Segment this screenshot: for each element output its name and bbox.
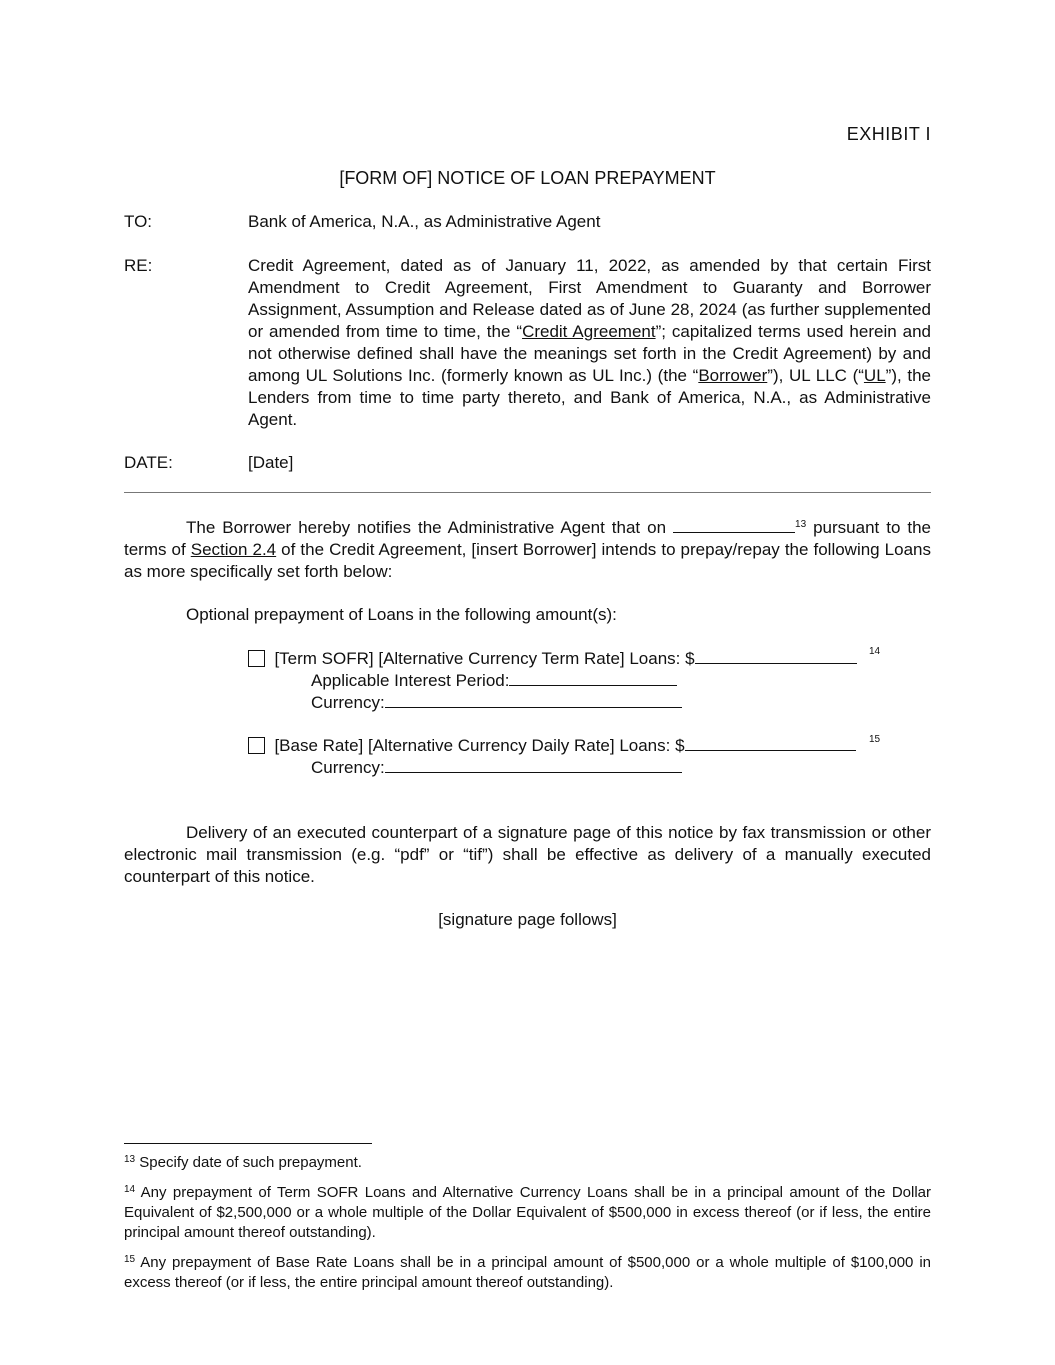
- base-rate-label: [Base Rate] [Alternative Currency Daily Rate] Loans: $: [274, 736, 685, 755]
- term-currency-label: Currency:: [311, 693, 385, 712]
- re-text-part: ”), UL LLC (“: [767, 366, 864, 385]
- date-label: DATE:: [124, 453, 173, 472]
- base-rate-amount-blank[interactable]: [685, 735, 856, 751]
- re-text-part: ”), the Lenders from time to time party thereto, and Bank of America, N.A., as Administrative Agent.: [248, 366, 931, 429]
- to-label: TO:: [124, 212, 153, 231]
- notice-text-part: of the Credit Agreement, [insert Borrower] intends to prepay/repay the following Loans as more specifically set forth below:: [124, 540, 931, 581]
- notice-paragraph: [124, 517, 931, 583]
- term-sofr-label: [Term SOFR] [Alternative Currency Term Rate] Loans: $: [274, 649, 695, 668]
- delivery-paragraph: Delivery of an executed counterpart of a signature page of this notice by fax transmission or other electronic mail transmission (e.g. “pdf” or “tif”) shall be effective as delivery of a manually executed counterpart of this notice.: [124, 823, 931, 886]
- defined-term-borrower: Borrower: [698, 366, 768, 385]
- section-divider: [124, 492, 931, 493]
- prepayment-date-blank[interactable]: [673, 517, 795, 533]
- footnote-number: 13: [124, 1154, 136, 1165]
- option-base-rate: [248, 735, 856, 757]
- base-currency-line: [311, 757, 682, 779]
- footnote-number: 15: [124, 1254, 136, 1265]
- re-text-part: ”; capitalized terms used herein and not otherwise defined shall have the meanings set forth in the Credit Agreement) by and among UL Solutions Inc. (formerly known as UL Inc.) (the “: [248, 322, 932, 385]
- re-text-part: Credit Agreement, dated as of January 11, 2022, as amended by that certain First Amendment to Credit Agreement, First Amendment to Guaranty and Borrower Assignment, Assumption and Release dated as of June 28, 2024 (as further supplemented or amended from time to time, the “: [248, 256, 931, 341]
- interest-period-line: [311, 670, 677, 692]
- signature-page-follows: [signature page follows]: [438, 910, 617, 929]
- footnote-separator: [124, 1143, 372, 1144]
- re-label: RE:: [124, 256, 153, 275]
- footnote-ref-13: 13: [795, 519, 807, 530]
- defined-term-credit-agreement: Credit Agreement: [522, 322, 656, 341]
- footnote-15: [124, 1253, 931, 1293]
- notice-text-part: The Borrower hereby notifies the Administrative Agent that on: [186, 518, 674, 537]
- footnote-text: Specify date of such prepayment.: [139, 1154, 362, 1171]
- base-rate-checkbox[interactable]: [248, 737, 265, 754]
- term-currency-line: [311, 692, 682, 714]
- optional-prepayment-text: Optional prepayment of Loans in the following amount(s):: [186, 605, 617, 624]
- footnote-13: [124, 1153, 931, 1173]
- date-value: [Date]: [248, 453, 294, 472]
- exhibit-label: EXHIBIT I: [846, 124, 931, 144]
- interest-period-label: Applicable Interest Period:: [311, 671, 510, 690]
- footnote-14: [124, 1183, 931, 1243]
- term-sofr-amount-blank[interactable]: [695, 648, 857, 664]
- footnote-text: Any prepayment of Term SOFR Loans and Alternative Currency Loans shall be in a principal amount of the Dollar Equivalent of $2,500,000 or a whole multiple of the Dollar Equivalent of $500,000 in excess thereof (or if less, the entire principal amount thereof outstanding).: [124, 1184, 931, 1241]
- notice-text-part: pursuant to the terms of: [124, 518, 932, 559]
- base-currency-blank[interactable]: [385, 757, 682, 773]
- base-currency-label: Currency:: [311, 758, 385, 777]
- option-term-sofr: [248, 648, 857, 670]
- to-value: Bank of America, N.A., as Administrative Agent: [248, 212, 601, 231]
- footnote-text: Any prepayment of Base Rate Loans shall be in a principal amount of $500,000 or a whole multiple of $100,000 in excess thereof (or if less, the entire principal amount thereof outstanding).: [124, 1254, 931, 1291]
- footnote-ref-14: 14: [869, 646, 881, 657]
- term-sofr-checkbox[interactable]: [248, 650, 265, 667]
- section-reference: Section 2.4: [190, 540, 277, 559]
- defined-term-ul: UL: [863, 366, 886, 385]
- footnote-ref-15: 15: [869, 734, 881, 745]
- interest-period-blank[interactable]: [509, 670, 677, 686]
- footnote-number: 14: [124, 1184, 136, 1195]
- re-text: [248, 255, 931, 431]
- document-title: [FORM OF] NOTICE OF LOAN PREPAYMENT: [339, 168, 716, 188]
- term-currency-blank[interactable]: [385, 692, 682, 708]
